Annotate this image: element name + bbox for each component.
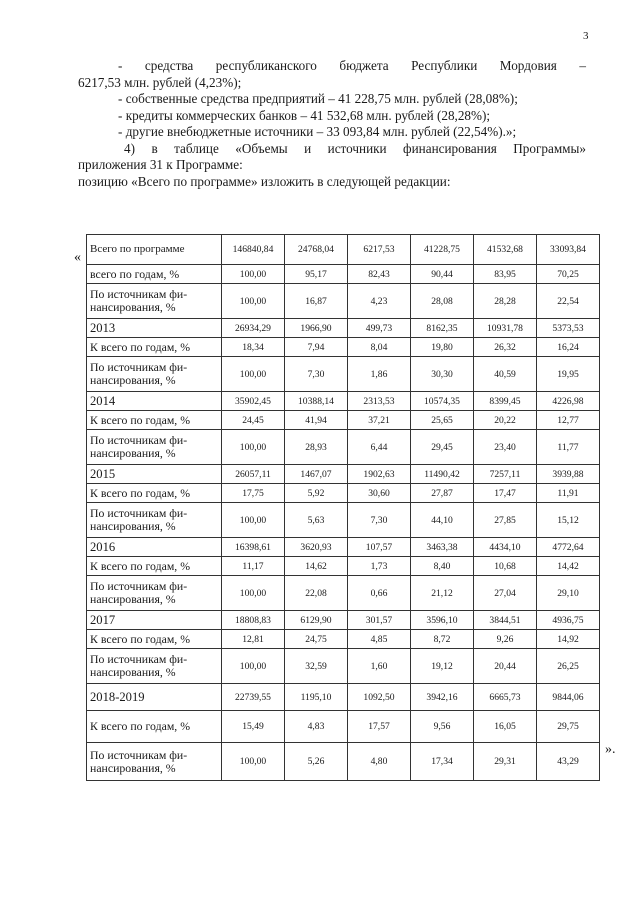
row-value-6: 3939,88 [537, 465, 600, 484]
row-value-3: 8,04 [348, 338, 411, 357]
row-label: По источникам фи-нансирования, % [87, 284, 222, 319]
row-value-5: 3844,51 [474, 611, 537, 630]
row-value-1: 100,00 [222, 576, 285, 611]
row-value-2: 10388,14 [285, 392, 348, 411]
row-value-3: 7,30 [348, 503, 411, 538]
row-value-4: 25,65 [411, 411, 474, 430]
row-label: По источникам фи-нансирования, % [87, 357, 222, 392]
row-value-6: 14,92 [537, 630, 600, 649]
row-value-6: 4226,98 [537, 392, 600, 411]
row-value-2: 6129,90 [285, 611, 348, 630]
row-label: всего по годам, % [87, 265, 222, 284]
row-value-4: 17,34 [411, 743, 474, 781]
row-value-4: 8,40 [411, 557, 474, 576]
row-value-5: 7257,11 [474, 465, 537, 484]
row-value-5: 8399,45 [474, 392, 537, 411]
row-value-2: 32,59 [285, 649, 348, 684]
row-label: 2018-2019 [87, 684, 222, 711]
row-value-3: 4,23 [348, 284, 411, 319]
row-value-4: 28,08 [411, 284, 474, 319]
row-value-5: 27,04 [474, 576, 537, 611]
row-value-1: 17,75 [222, 484, 285, 503]
row-value-5: 16,05 [474, 711, 537, 743]
row-value-3: 6217,53 [348, 235, 411, 265]
table-row [87, 649, 600, 684]
row-value-2: 24,75 [285, 630, 348, 649]
intro-line-8: позицию «Всего по программе» изложить в следующей редакции: [78, 173, 451, 189]
financing-table-body [87, 235, 600, 781]
row-value-1: 100,00 [222, 743, 285, 781]
table-row [87, 430, 600, 465]
row-value-5: 9,26 [474, 630, 537, 649]
row-label: 2016 [87, 538, 222, 557]
row-value-6: 4772,64 [537, 538, 600, 557]
row-value-1: 100,00 [222, 284, 285, 319]
row-value-6: 11,91 [537, 484, 600, 503]
intro-line-2: 6217,53 млн. рублей (4,23%); [78, 74, 242, 90]
row-value-4: 10574,35 [411, 392, 474, 411]
row-label: 2014 [87, 392, 222, 411]
row-value-5: 26,32 [474, 338, 537, 357]
row-value-3: 1092,50 [348, 684, 411, 711]
row-value-2: 16,87 [285, 284, 348, 319]
row-value-2: 95,17 [285, 265, 348, 284]
row-value-2: 41,94 [285, 411, 348, 430]
row-value-3: 1902,63 [348, 465, 411, 484]
row-label: К всего по годам, % [87, 711, 222, 743]
row-value-2: 24768,04 [285, 235, 348, 265]
row-value-4: 9,56 [411, 711, 474, 743]
row-label: По источникам фи-нансирования, % [87, 649, 222, 684]
table-row [87, 357, 600, 392]
row-value-3: 2313,53 [348, 392, 411, 411]
row-value-1: 100,00 [222, 503, 285, 538]
table-row [87, 611, 600, 630]
row-value-2: 1966,90 [285, 319, 348, 338]
row-value-5: 28,28 [474, 284, 537, 319]
row-value-6: 29,75 [537, 711, 600, 743]
row-value-2: 4,83 [285, 711, 348, 743]
row-value-4: 3596,10 [411, 611, 474, 630]
row-value-6: 70,25 [537, 265, 600, 284]
row-value-1: 16398,61 [222, 538, 285, 557]
table-row [87, 465, 600, 484]
row-value-4: 90,44 [411, 265, 474, 284]
row-value-5: 41532,68 [474, 235, 537, 265]
row-value-1: 15,49 [222, 711, 285, 743]
row-value-3: 107,57 [348, 538, 411, 557]
row-label: Всего по программе [87, 235, 222, 265]
row-value-1: 100,00 [222, 265, 285, 284]
row-label: К всего по годам, % [87, 557, 222, 576]
opening-quote: « [74, 250, 81, 265]
row-label: По источникам фи-нансирования, % [87, 430, 222, 465]
row-value-6: 33093,84 [537, 235, 600, 265]
intro-line-6: 4) в таблице «Объемы и источники финансирования Программы» [124, 140, 586, 156]
intro-line-3: - собственные средства предприятий – 41 228,75 млн. рублей (28,08%); [118, 91, 518, 106]
row-label: По источникам фи-нансирования, % [87, 576, 222, 611]
row-value-1: 100,00 [222, 430, 285, 465]
row-value-4: 44,10 [411, 503, 474, 538]
table-row [87, 684, 600, 711]
row-label: К всего по годам, % [87, 484, 222, 503]
row-value-6: 5373,53 [537, 319, 600, 338]
row-value-1: 22739,55 [222, 684, 285, 711]
table-row [87, 576, 600, 611]
row-value-1: 26934,29 [222, 319, 285, 338]
row-value-3: 4,80 [348, 743, 411, 781]
row-value-1: 146840,84 [222, 235, 285, 265]
row-label: 2017 [87, 611, 222, 630]
row-label: К всего по годам, % [87, 411, 222, 430]
intro-line-1: - средства республиканского бюджета Республики Мордовия – [118, 58, 586, 73]
table-row [87, 538, 600, 557]
row-value-5: 40,59 [474, 357, 537, 392]
row-value-6: 22,54 [537, 284, 600, 319]
row-value-6: 19,95 [537, 357, 600, 392]
row-value-1: 100,00 [222, 649, 285, 684]
intro-line-7: приложения 31 к Программе: [78, 157, 243, 172]
row-value-4: 11490,42 [411, 465, 474, 484]
row-value-2: 28,93 [285, 430, 348, 465]
page-number: 3 [583, 30, 589, 42]
table-row [87, 503, 600, 538]
row-value-5: 20,44 [474, 649, 537, 684]
row-value-5: 10,68 [474, 557, 537, 576]
row-value-2: 5,26 [285, 743, 348, 781]
row-value-4: 19,80 [411, 338, 474, 357]
row-value-3: 6,44 [348, 430, 411, 465]
row-value-2: 3620,93 [285, 538, 348, 557]
row-value-3: 82,43 [348, 265, 411, 284]
row-value-5: 27,85 [474, 503, 537, 538]
row-value-3: 301,57 [348, 611, 411, 630]
row-value-6: 29,10 [537, 576, 600, 611]
row-value-3: 1,86 [348, 357, 411, 392]
row-value-6: 9844,06 [537, 684, 600, 711]
table-row [87, 338, 600, 357]
row-value-1: 35902,45 [222, 392, 285, 411]
table-row [87, 557, 600, 576]
row-value-3: 4,85 [348, 630, 411, 649]
row-value-1: 26057,11 [222, 465, 285, 484]
row-value-4: 41228,75 [411, 235, 474, 265]
row-value-2: 1195,10 [285, 684, 348, 711]
row-label: К всего по годам, % [87, 338, 222, 357]
row-value-3: 17,57 [348, 711, 411, 743]
row-value-1: 18808,83 [222, 611, 285, 630]
row-label: 2013 [87, 319, 222, 338]
row-value-4: 3463,38 [411, 538, 474, 557]
row-value-3: 499,73 [348, 319, 411, 338]
row-value-6: 4936,75 [537, 611, 600, 630]
row-value-3: 1,73 [348, 557, 411, 576]
row-value-6: 16,24 [537, 338, 600, 357]
table-row [87, 284, 600, 319]
row-value-5: 23,40 [474, 430, 537, 465]
row-value-6: 26,25 [537, 649, 600, 684]
row-value-2: 14,62 [285, 557, 348, 576]
financing-table [86, 234, 600, 781]
row-value-4: 29,45 [411, 430, 474, 465]
row-value-1: 24,45 [222, 411, 285, 430]
row-value-6: 12,77 [537, 411, 600, 430]
row-value-3: 37,21 [348, 411, 411, 430]
table-row [87, 411, 600, 430]
table-row [87, 711, 600, 743]
row-value-3: 0,66 [348, 576, 411, 611]
row-value-1: 11,17 [222, 557, 285, 576]
row-value-2: 7,30 [285, 357, 348, 392]
row-value-4: 8,72 [411, 630, 474, 649]
intro-line-4: - кредиты коммерческих банков – 41 532,68 млн. рублей (28,28%); [118, 107, 491, 123]
row-value-2: 1467,07 [285, 465, 348, 484]
row-value-2: 7,94 [285, 338, 348, 357]
row-value-5: 83,95 [474, 265, 537, 284]
table-row [87, 265, 600, 284]
row-value-5: 29,31 [474, 743, 537, 781]
table-row [87, 392, 600, 411]
row-value-5: 4434,10 [474, 538, 537, 557]
row-value-6: 15,12 [537, 503, 600, 538]
row-label: 2015 [87, 465, 222, 484]
intro-text [78, 58, 586, 190]
row-value-5: 17,47 [474, 484, 537, 503]
row-value-6: 43,29 [537, 743, 600, 781]
row-value-1: 18,34 [222, 338, 285, 357]
row-value-5: 20,22 [474, 411, 537, 430]
row-label: По источникам фи-нансирования, % [87, 743, 222, 781]
row-value-4: 3942,16 [411, 684, 474, 711]
row-value-5: 10931,78 [474, 319, 537, 338]
row-value-3: 30,60 [348, 484, 411, 503]
table-row [87, 235, 600, 265]
row-label: К всего по годам, % [87, 630, 222, 649]
row-value-2: 22,08 [285, 576, 348, 611]
row-value-4: 30,30 [411, 357, 474, 392]
row-value-2: 5,63 [285, 503, 348, 538]
table-row [87, 319, 600, 338]
table-row [87, 484, 600, 503]
row-value-3: 1,60 [348, 649, 411, 684]
row-value-4: 21,12 [411, 576, 474, 611]
row-value-6: 11,77 [537, 430, 600, 465]
row-value-4: 27,87 [411, 484, 474, 503]
row-value-4: 19,12 [411, 649, 474, 684]
table-row [87, 743, 600, 781]
row-value-5: 6665,73 [474, 684, 537, 711]
row-value-1: 12,81 [222, 630, 285, 649]
row-value-2: 5,92 [285, 484, 348, 503]
row-value-1: 100,00 [222, 357, 285, 392]
table-row [87, 630, 600, 649]
closing-quote: ». [605, 742, 616, 757]
row-label: По источникам фи-нансирования, % [87, 503, 222, 538]
intro-line-5: - другие внебюджетные источники – 33 093,84 млн. рублей (22,54%).»; [118, 124, 517, 139]
row-value-6: 14,42 [537, 557, 600, 576]
row-value-4: 8162,35 [411, 319, 474, 338]
